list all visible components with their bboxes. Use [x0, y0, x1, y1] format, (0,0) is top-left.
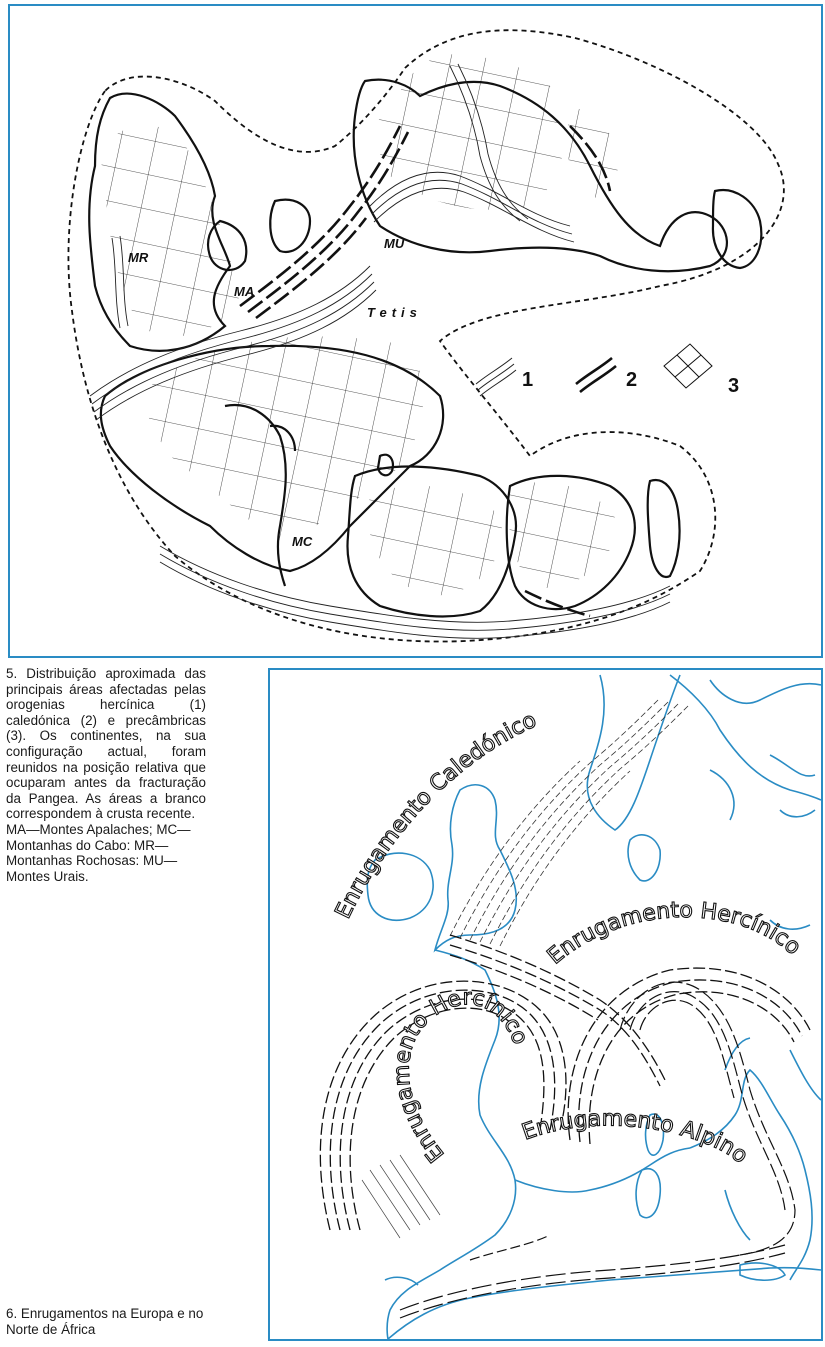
- figure-6-caption: 6. Enrugamentos na Europa e no Norte de África: [6, 1306, 204, 1337]
- legend-number-1: 1: [522, 369, 534, 391]
- label-mu: MU: [384, 236, 405, 251]
- iberian-hatching: [362, 1155, 440, 1238]
- belt-label-alpine: Enrugamento Alpino: [518, 1106, 753, 1169]
- legend-symbol-bold-folds: [576, 358, 616, 392]
- figure-5-abbreviations: MA—Montes Apalaches; MC—Montanhas do Cabo: MR—Montanhas Rochosas: MU—Montes Urais.: [6, 821, 191, 884]
- label-mc: MC: [292, 534, 313, 549]
- figure-5-caption-text: 5. Distribuição aproximada das principais áreas afectadas pelas orogenias hercínica (1) caledónica (2) e precâmbricas (3). Os continentes, na sua configuração actual, foram reunidos na posição relativa que ocuparam antes da fracturação da Pangea. As áreas a branco correspondem à crusta recente.: [6, 666, 206, 822]
- europe-fold-belts-figure: [268, 668, 823, 1341]
- belt-label-hercynian-east: Enrugamento Hercínico: [542, 898, 806, 970]
- europe-map-svg: [270, 670, 821, 1339]
- belt-label-hercynian-west: Enrugamento Hercínico: [389, 985, 533, 1167]
- pangea-map-figure: [8, 4, 823, 658]
- label-tetis: Tetis: [367, 305, 422, 320]
- legend-number-2: 2: [626, 369, 638, 391]
- pangea-map-svg: [10, 6, 821, 656]
- map-legend: [476, 344, 739, 397]
- legend-number-3: 3: [728, 375, 740, 397]
- belt-label-caledonian: Enrugamento Caledónico: [330, 707, 541, 923]
- label-mr: MR: [128, 250, 149, 265]
- legend-symbol-fine-folds: [476, 358, 516, 396]
- label-ma: MA: [234, 284, 255, 299]
- legend-symbol-grid: [664, 344, 712, 388]
- figure-5-caption: [6, 666, 206, 884]
